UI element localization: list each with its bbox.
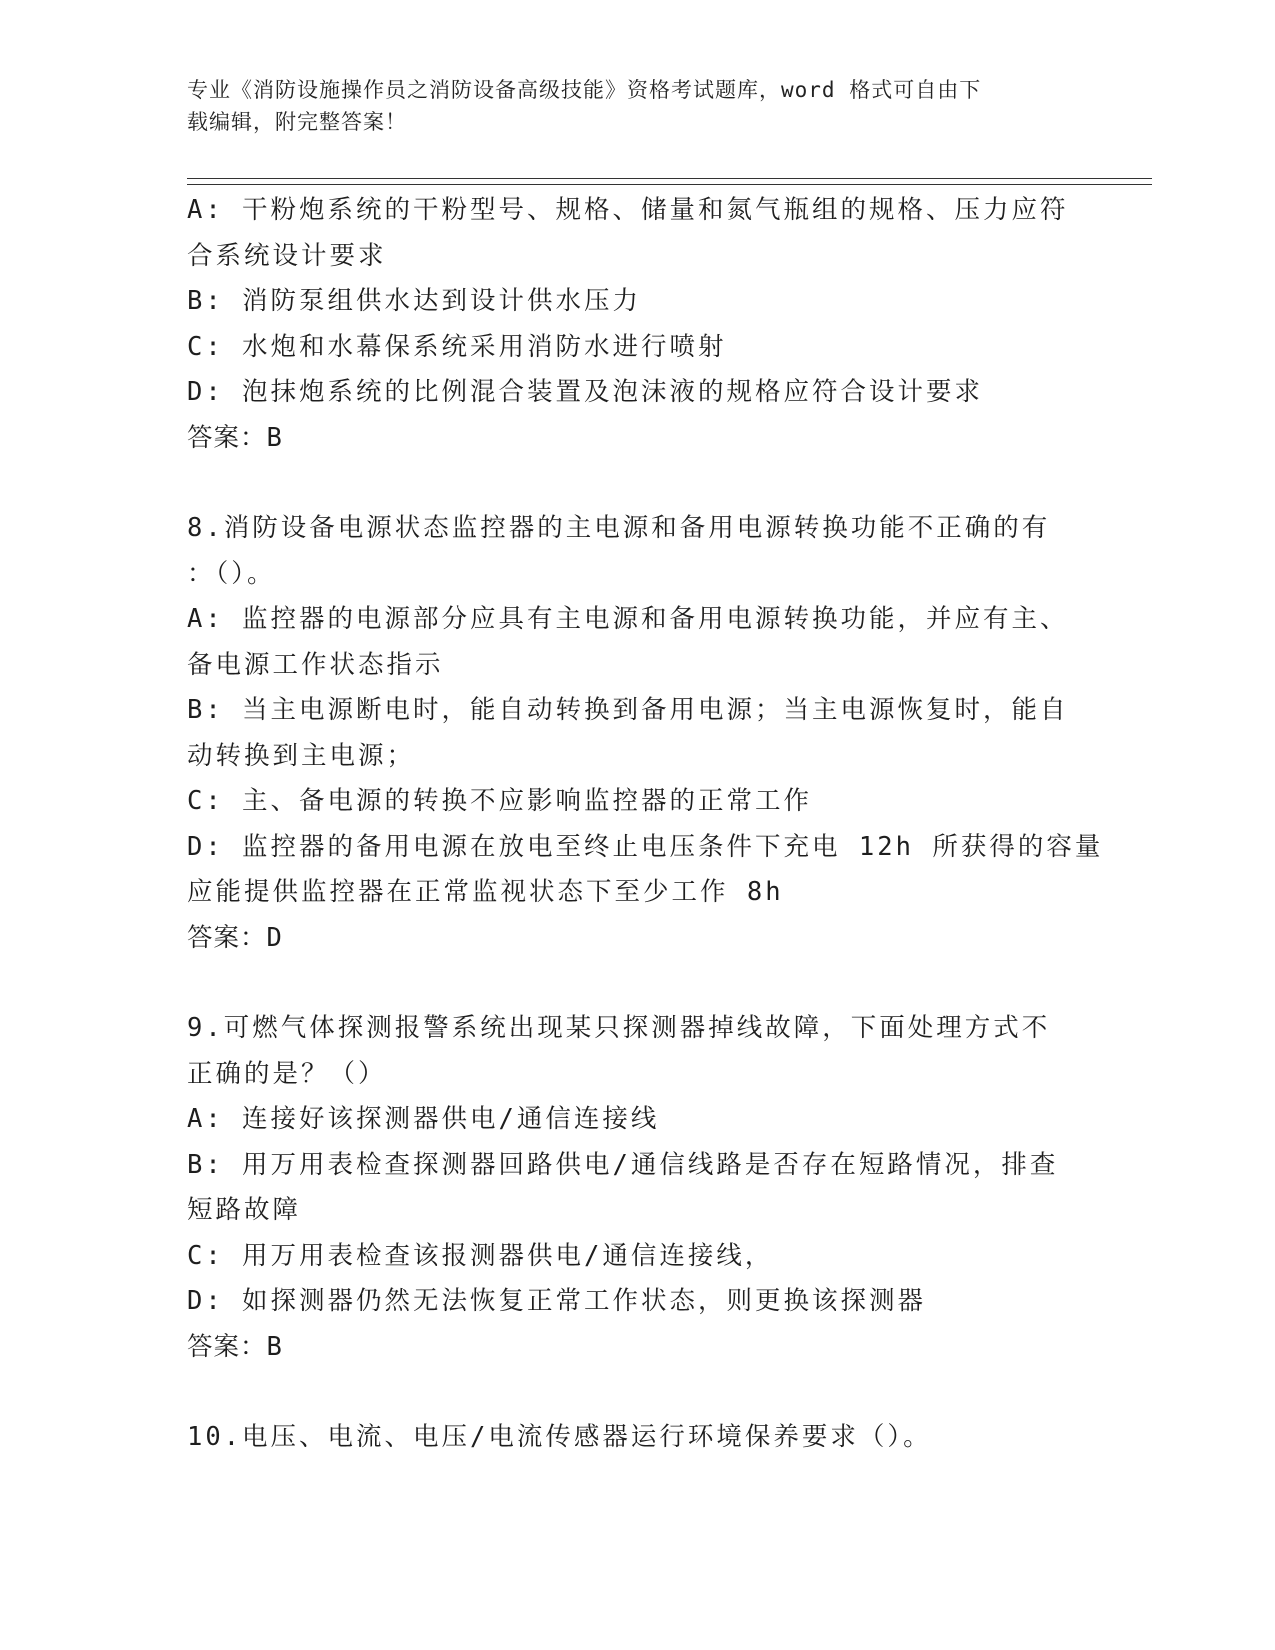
option-d-line-1: D: 监控器的备用电源在放电至终止电压条件下充电 12h 所获得的容量 — [187, 831, 1104, 862]
option-b-line-1: B: 当主电源断电时，能自动转换到备用电源；当主电源恢复时，能自 — [187, 695, 1069, 725]
option-a-line-1: A: 干粉炮系统的干粉型号、规格、储量和氮气瓶组的规格、压力应符 — [187, 195, 1069, 225]
header-line-1: 专业《消防设施操作员之消防设备高级技能》资格考试题库，word 格式可自由下 — [187, 78, 982, 102]
spacer — [187, 1370, 1072, 1415]
option-a-line-2: 合系统设计要求 — [187, 240, 387, 271]
option-a: A: 连接好该探测器供电/通信连接线 — [187, 1104, 660, 1134]
option-c: C: 用万用表检查该报测器供电/通信连接线， — [187, 1240, 774, 1271]
header-line-2: 载编辑，附完整答案！ — [187, 110, 407, 134]
spacer — [187, 961, 1072, 1006]
question-7 — [187, 188, 1072, 461]
question-10 — [187, 1415, 1072, 1461]
question-8 — [187, 506, 1104, 961]
option-a-line-1: A: 监控器的电源部分应具有主电源和备用电源转换功能，并应有主、 — [187, 604, 1069, 634]
option-b: B: 消防泵组供水达到设计供水压力 — [187, 286, 642, 316]
option-d: D: 泡抹炮系统的比例混合装置及泡沫液的规格应符合设计要求 — [187, 377, 984, 407]
answer: 答案：B — [187, 422, 283, 453]
option-b-line-2: 动转换到主电源； — [187, 740, 416, 771]
header-divider — [187, 178, 1152, 185]
option-c: C: 水炮和水幕保系统采用消防水进行喷射 — [187, 331, 727, 362]
answer: 答案：D — [187, 922, 283, 953]
option-b-line-2: 短路故障 — [187, 1195, 302, 1225]
option-a-line-2: 备电源工作状态指示 — [187, 649, 444, 680]
option-c: C: 主、备电源的转换不应影响监控器的正常工作 — [187, 786, 813, 816]
option-d: D: 如探测器仍然无法恢复正常工作状态，则更换该探测器 — [187, 1286, 927, 1316]
question-stem: 10.电压、电流、电压/电流传感器运行环境保养要求（）。 — [187, 1422, 932, 1452]
option-d-line-2: 应能提供监控器在正常监视状态下至少工作 8h — [187, 877, 784, 907]
question-stem-line-2: ：（）。 — [187, 558, 276, 589]
question-stem-line-1: 8.消防设备电源状态监控器的主电源和备用电源转换功能不正确的有 — [187, 513, 1051, 543]
answer: 答案：B — [187, 1331, 283, 1362]
question-content — [187, 188, 1104, 1461]
question-stem-line-1: 9.可燃气体探测报警系统出现某只探测器掉线故障，下面处理方式不 — [187, 1013, 1051, 1043]
document-header — [187, 74, 1067, 138]
question-stem-line-2: 正确的是？（） — [187, 1058, 387, 1089]
spacer — [187, 461, 1072, 506]
option-b-line-1: B: 用万用表检查探测器回路供电/通信线路是否存在短路情况，排查 — [187, 1149, 1059, 1180]
question-9 — [187, 1006, 1072, 1370]
